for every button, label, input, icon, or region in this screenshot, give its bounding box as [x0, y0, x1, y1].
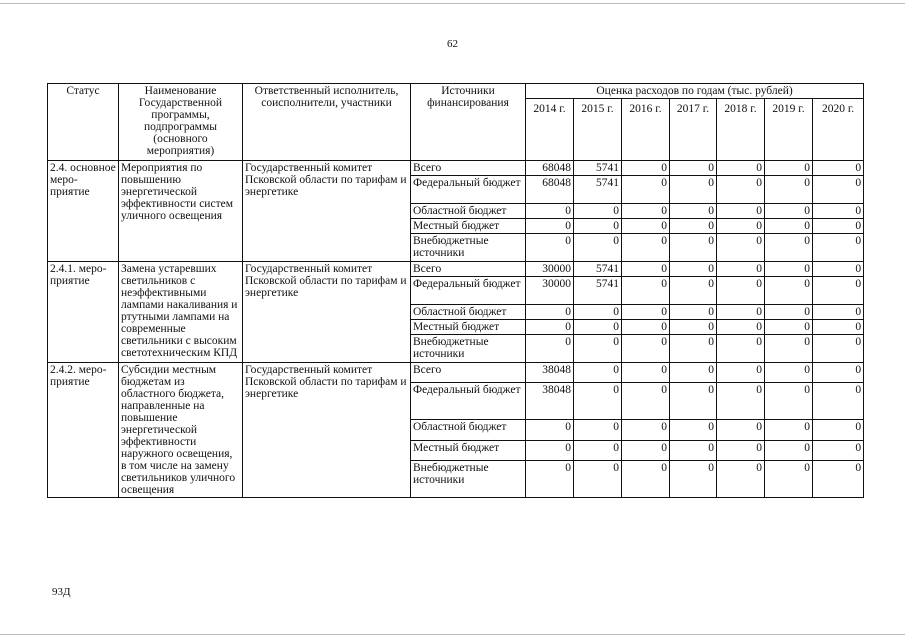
expense-value: 0	[526, 320, 574, 335]
expense-value: 0	[622, 262, 670, 277]
expense-value: 0	[574, 234, 622, 262]
expense-value: 0	[670, 234, 717, 262]
expense-value: 0	[670, 420, 717, 440]
funding-source: Областной бюджет	[411, 420, 526, 440]
expense-value: 0	[670, 320, 717, 335]
expense-value: 0	[526, 420, 574, 440]
header-year: 2017 г.	[670, 99, 717, 161]
expense-value: 0	[813, 219, 864, 234]
expense-value: 0	[765, 420, 813, 440]
expense-value: 30000	[526, 277, 574, 305]
expense-value: 0	[622, 320, 670, 335]
expense-value: 0	[765, 161, 813, 176]
funding-source: Местный бюджет	[411, 219, 526, 234]
expense-value: 0	[574, 383, 622, 420]
budget-row	[48, 161, 864, 176]
expense-value: 0	[765, 305, 813, 320]
funding-source: Внебюджетные источники	[411, 460, 526, 497]
page-number: 62	[447, 38, 458, 50]
funding-source: Федеральный бюджет	[411, 277, 526, 305]
expense-value: 0	[574, 219, 622, 234]
expense-value: 0	[670, 176, 717, 204]
expense-value: 0	[670, 204, 717, 219]
expense-value: 0	[622, 440, 670, 460]
budget-row	[48, 262, 864, 277]
expense-value: 0	[717, 383, 765, 420]
expense-value: 0	[622, 305, 670, 320]
expense-value: 5741	[574, 161, 622, 176]
expense-value: 0	[622, 234, 670, 262]
budget-row	[48, 363, 864, 383]
expense-value: 0	[670, 305, 717, 320]
expense-value: 0	[813, 161, 864, 176]
expense-value: 0	[717, 420, 765, 440]
header-year: 2014 г.	[526, 99, 574, 161]
expense-value: 0	[717, 204, 765, 219]
scan-bottom-edge	[0, 634, 905, 635]
header-name: Наименование Государственной программы, подпрограммы (основного мероприятия)	[119, 84, 243, 161]
expense-value: 0	[813, 383, 864, 420]
row-name: Субсидии местным бюджетам из областного бюджета, направленные на повышение энергетической эффективности наружного освещения, в том числе на замену светильников уличного освещения	[119, 363, 243, 498]
expense-value: 0	[622, 460, 670, 497]
row-status: 2.4.1. меро- приятие	[48, 262, 119, 363]
expense-value: 0	[717, 440, 765, 460]
expense-value: 0	[574, 204, 622, 219]
expense-value: 0	[765, 335, 813, 363]
expense-value: 0	[574, 335, 622, 363]
expense-value: 0	[765, 460, 813, 497]
document-code: 93Д	[52, 586, 71, 598]
expense-value: 0	[717, 335, 765, 363]
expense-value: 0	[574, 420, 622, 440]
header-expenses: Оценка расходов по годам (тыс. рублей)	[526, 84, 864, 99]
expense-value: 0	[574, 320, 622, 335]
expense-value: 0	[717, 176, 765, 204]
funding-source: Федеральный бюджет	[411, 383, 526, 420]
expense-value: 0	[765, 219, 813, 234]
expense-value: 0	[526, 460, 574, 497]
expense-value: 0	[813, 204, 864, 219]
expense-value: 0	[813, 335, 864, 363]
header-status: Статус	[48, 84, 119, 161]
expense-value: 0	[813, 262, 864, 277]
expense-value: 0	[670, 460, 717, 497]
row-name: Мероприятия по повышению энергетической эффективности систем уличного освещения	[119, 161, 243, 262]
header-year: 2019 г.	[765, 99, 813, 161]
header-responsible: Ответственный исполнитель, соисполнители, участники	[243, 84, 411, 161]
expense-value: 0	[765, 234, 813, 262]
expense-value: 0	[813, 305, 864, 320]
expense-value: 0	[717, 234, 765, 262]
expense-value: 0	[622, 161, 670, 176]
scan-top-edge	[0, 3, 905, 4]
expense-value: 0	[717, 460, 765, 497]
expense-value: 0	[574, 363, 622, 383]
expense-value: 0	[765, 363, 813, 383]
expense-value: 0	[670, 440, 717, 460]
expense-value: 0	[765, 277, 813, 305]
row-responsible: Государственный комитет Псковской области по тарифам и энергетике	[243, 262, 411, 363]
expense-value: 0	[574, 460, 622, 497]
expense-value: 0	[670, 335, 717, 363]
expense-value: 0	[813, 176, 864, 204]
funding-source: Всего	[411, 262, 526, 277]
header-year: 2020 г.	[813, 99, 864, 161]
expense-value: 0	[670, 219, 717, 234]
header-row	[48, 84, 864, 99]
funding-source: Областной бюджет	[411, 204, 526, 219]
expense-value: 0	[717, 219, 765, 234]
header-year: 2016 г.	[622, 99, 670, 161]
expense-value: 0	[813, 420, 864, 440]
expense-value: 0	[717, 161, 765, 176]
header-sources: Источники финансирования	[411, 84, 526, 161]
expense-value: 68048	[526, 161, 574, 176]
funding-source: Всего	[411, 363, 526, 383]
expense-value: 0	[574, 440, 622, 460]
expense-value: 0	[526, 305, 574, 320]
expense-value: 0	[765, 440, 813, 460]
expense-value: 0	[717, 363, 765, 383]
funding-source: Внебюджетные источники	[411, 335, 526, 363]
expense-value: 0	[622, 219, 670, 234]
expense-value: 0	[670, 383, 717, 420]
header-year: 2015 г.	[574, 99, 622, 161]
expense-value: 68048	[526, 176, 574, 204]
row-responsible: Государственный комитет Псковской области по тарифам и энергетике	[243, 363, 411, 498]
expense-value: 5741	[574, 277, 622, 305]
expense-value: 0	[813, 234, 864, 262]
expense-value: 0	[813, 277, 864, 305]
expense-value: 0	[526, 204, 574, 219]
funding-source: Федеральный бюджет	[411, 176, 526, 204]
funding-source: Местный бюджет	[411, 440, 526, 460]
expense-value: 0	[526, 219, 574, 234]
expense-value: 0	[670, 161, 717, 176]
expense-value: 0	[765, 320, 813, 335]
expense-value: 38048	[526, 363, 574, 383]
funding-source: Областной бюджет	[411, 305, 526, 320]
expense-value: 0	[622, 383, 670, 420]
expense-value: 0	[765, 383, 813, 420]
funding-source: Всего	[411, 161, 526, 176]
funding-source: Местный бюджет	[411, 320, 526, 335]
expense-value: 0	[670, 262, 717, 277]
expense-value: 0	[813, 460, 864, 497]
expense-value: 0	[813, 320, 864, 335]
expense-value: 0	[526, 440, 574, 460]
expense-value: 0	[717, 305, 765, 320]
funding-source: Внебюджетные источники	[411, 234, 526, 262]
expense-value: 0	[526, 234, 574, 262]
expense-value: 0	[717, 277, 765, 305]
expense-value: 0	[622, 420, 670, 440]
expense-value: 0	[717, 320, 765, 335]
expense-value: 0	[717, 262, 765, 277]
row-status: 2.4.2. меро- приятие	[48, 363, 119, 498]
expense-value: 0	[765, 204, 813, 219]
budget-table	[47, 83, 864, 498]
expense-value: 38048	[526, 383, 574, 420]
expense-value: 0	[670, 277, 717, 305]
row-status: 2.4. основное меро- приятие	[48, 161, 119, 262]
expense-value: 0	[622, 335, 670, 363]
expense-value: 30000	[526, 262, 574, 277]
expense-value: 0	[622, 204, 670, 219]
row-responsible: Государственный комитет Псковской области по тарифам и энергетике	[243, 161, 411, 262]
expense-value: 0	[670, 363, 717, 383]
expense-value: 0	[765, 262, 813, 277]
header-year: 2018 г.	[717, 99, 765, 161]
expense-value: 5741	[574, 176, 622, 204]
expense-value: 0	[622, 277, 670, 305]
expense-value: 0	[622, 176, 670, 204]
expense-value: 0	[622, 363, 670, 383]
expense-value: 5741	[574, 262, 622, 277]
expense-value: 0	[813, 440, 864, 460]
expense-value: 0	[813, 363, 864, 383]
row-name: Замена устаревших светильников с неэффективными лампами накаливания и ртутными лампами на современные светильники с высоким светотехническим КПД	[119, 262, 243, 363]
expense-value: 0	[526, 335, 574, 363]
expense-value: 0	[765, 176, 813, 204]
expense-value: 0	[574, 305, 622, 320]
